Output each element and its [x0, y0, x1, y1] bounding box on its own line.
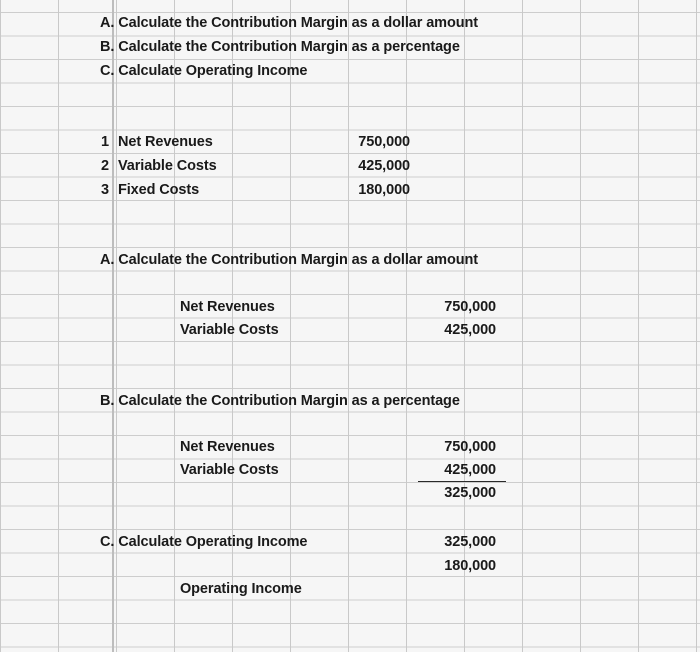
section-b-row-label: Variable Costs: [180, 462, 279, 478]
section-c-heading: C. Calculate Operating Income: [100, 534, 308, 550]
section-b-row-label: Net Revenues: [180, 439, 275, 455]
given-row-label: Fixed Costs: [118, 182, 200, 198]
given-row-label: Net Revenues: [118, 134, 213, 150]
given-row-num: 1: [101, 134, 109, 150]
given-row-label: Variable Costs: [118, 158, 217, 174]
sum-underline: [418, 481, 506, 482]
section-c-value: 325,000: [444, 534, 496, 550]
section-a-row-value: 750,000: [444, 299, 496, 315]
section-a-row-label: Net Revenues: [180, 299, 275, 315]
given-row-value: 180,000: [358, 182, 410, 198]
operating-income-label: Operating Income: [180, 581, 302, 597]
column-divider: [112, 0, 114, 652]
given-row-value: 750,000: [358, 134, 410, 150]
section-b-row-value: 425,000: [444, 462, 496, 478]
given-row-num: 2: [101, 158, 109, 174]
given-row-value: 425,000: [358, 158, 410, 174]
section-c-value: 180,000: [444, 558, 496, 574]
section-a-row-label: Variable Costs: [180, 322, 279, 338]
section-b-row-value: 750,000: [444, 439, 496, 455]
section-b-heading: B. Calculate the Contribution Margin as a percentage: [100, 393, 460, 409]
section-a-heading: A. Calculate the Contribution Margin as a dollar amount: [100, 252, 478, 268]
question-b: B. Calculate the Contribution Margin as a percentage: [100, 39, 460, 55]
question-c: C. Calculate Operating Income: [100, 63, 308, 79]
section-b-result: 325,000: [444, 485, 496, 501]
given-row-num: 3: [101, 182, 109, 198]
question-a: A. Calculate the Contribution Margin as a dollar amount: [100, 15, 478, 31]
section-a-row-value: 425,000: [444, 322, 496, 338]
